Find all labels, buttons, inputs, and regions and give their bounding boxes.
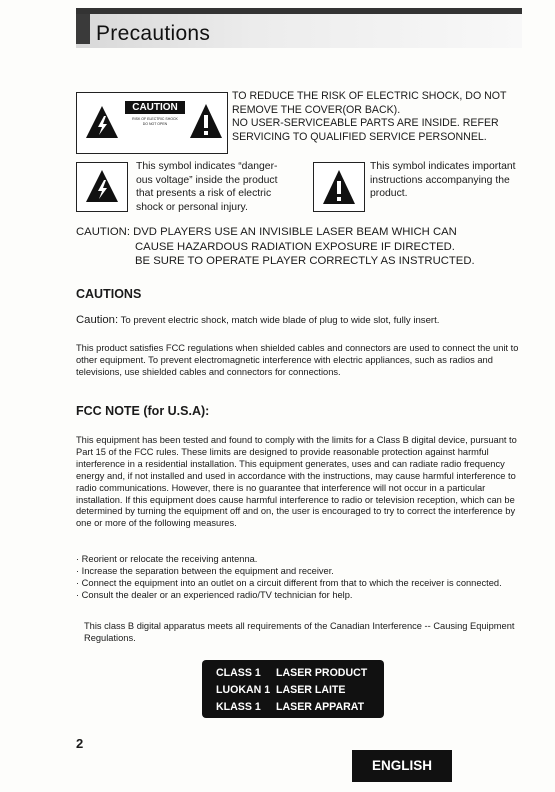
- instruction-symbol-description: This symbol indicates important instructions accompanying the product.: [370, 161, 516, 199]
- page-number: 2: [76, 736, 84, 751]
- lightning-warning-icon: [85, 105, 119, 139]
- header-tab-marker: [76, 14, 90, 44]
- caution-small-text: RISK OF ELECTRIC SHOCK DO NOT OPEN: [132, 117, 178, 126]
- fcc-cables-paragraph: This product satisfies FCC regulations when shielded cables and connectors are used to connect the unit to other equipment. To prevent electromagnetic interference with electric appliances, such as radios and televisions, use shielded cables and connectors for connections.: [76, 343, 519, 377]
- list-item: · Increase the separation between the equipment and receiver.: [76, 565, 334, 576]
- exclamation-warning-icon: [322, 169, 356, 205]
- language-tab: ENGLISH: [352, 750, 452, 782]
- voltage-symbol-box: [76, 162, 128, 212]
- list-item: · Reorient or relocate the receiving antenna.: [76, 554, 258, 564]
- canadian-compliance-note: This class B digital apparatus meets all requirements of the Canadian Interference -- Causing Equipment Regulations.: [84, 621, 515, 643]
- caution-label-box: [76, 92, 228, 154]
- plug-caution: Caution: To prevent electric shock, match wide blade of plug to wide slot, fully insert.: [76, 314, 440, 326]
- instruction-symbol-box: [313, 162, 365, 212]
- page-header: [76, 8, 522, 54]
- voltage-symbol-description: This symbol indicates “danger- ous voltage” inside the product that presents a risk of electric shock or personal injury.: [136, 161, 278, 213]
- caution-badge: CAUTION: [125, 101, 185, 114]
- shock-warning-text: TO REDUCE THE RISK OF ELECTRIC SHOCK, DO NOT REMOVE THE COVER(OR BACK). NO USER-SERVICEABLE PARTS ARE INSIDE. REFER SERVICING TO QUALIFIED SERVICE PERSONNEL.: [232, 90, 507, 143]
- list-item: · Connect the equipment into an outlet on a circuit different from that to which the receiver is connected.: [76, 577, 502, 588]
- fcc-note-body: This equipment has been tested and found to comply with the limits for a Class B digital device, pursuant to Part 15 of the FCC rules. These limits are designed to provide reasonable protection against harmful interference in a residential installation. This equipment generates, uses and can radiate radio frequency energy and, if not installed and used in accordance with the instructions, may cause harmful interference to radio communications. However, there is no guarantee that interference will not occur in a particular installation. If this equipment does cause harmful interference to radio or television reception, which can be determined by turning the equipment off and on, the user is encouraged to try to correct the interference by one or more of the following measures.: [76, 435, 517, 529]
- laser-caution: CAUTION: DVD PLAYERS USE AN INVISIBLE LASER BEAM WHICH CAN CAUSE HAZARDOUS RADIATION EXPOSURE IF DIRECTED. BE SURE TO OPERATE PLAYER CORRECTLY AS INSTRUCTED.: [76, 226, 475, 267]
- lightning-warning-icon: [85, 169, 119, 203]
- cautions-heading: CAUTIONS: [76, 287, 142, 301]
- list-item: · Consult the dealer or an experienced radio/TV technician for help.: [76, 589, 353, 600]
- laser-product-label: CLASS 1 LASER PRODUCT LUOKAN 1 LASER LAITE KLASS 1 LASER APPARAT: [202, 660, 384, 718]
- fcc-note-heading: FCC NOTE (for U.S.A):: [76, 404, 210, 418]
- exclamation-warning-icon: [189, 103, 223, 139]
- fcc-measures-list: [76, 554, 524, 602]
- page-title: Precautions: [96, 22, 211, 45]
